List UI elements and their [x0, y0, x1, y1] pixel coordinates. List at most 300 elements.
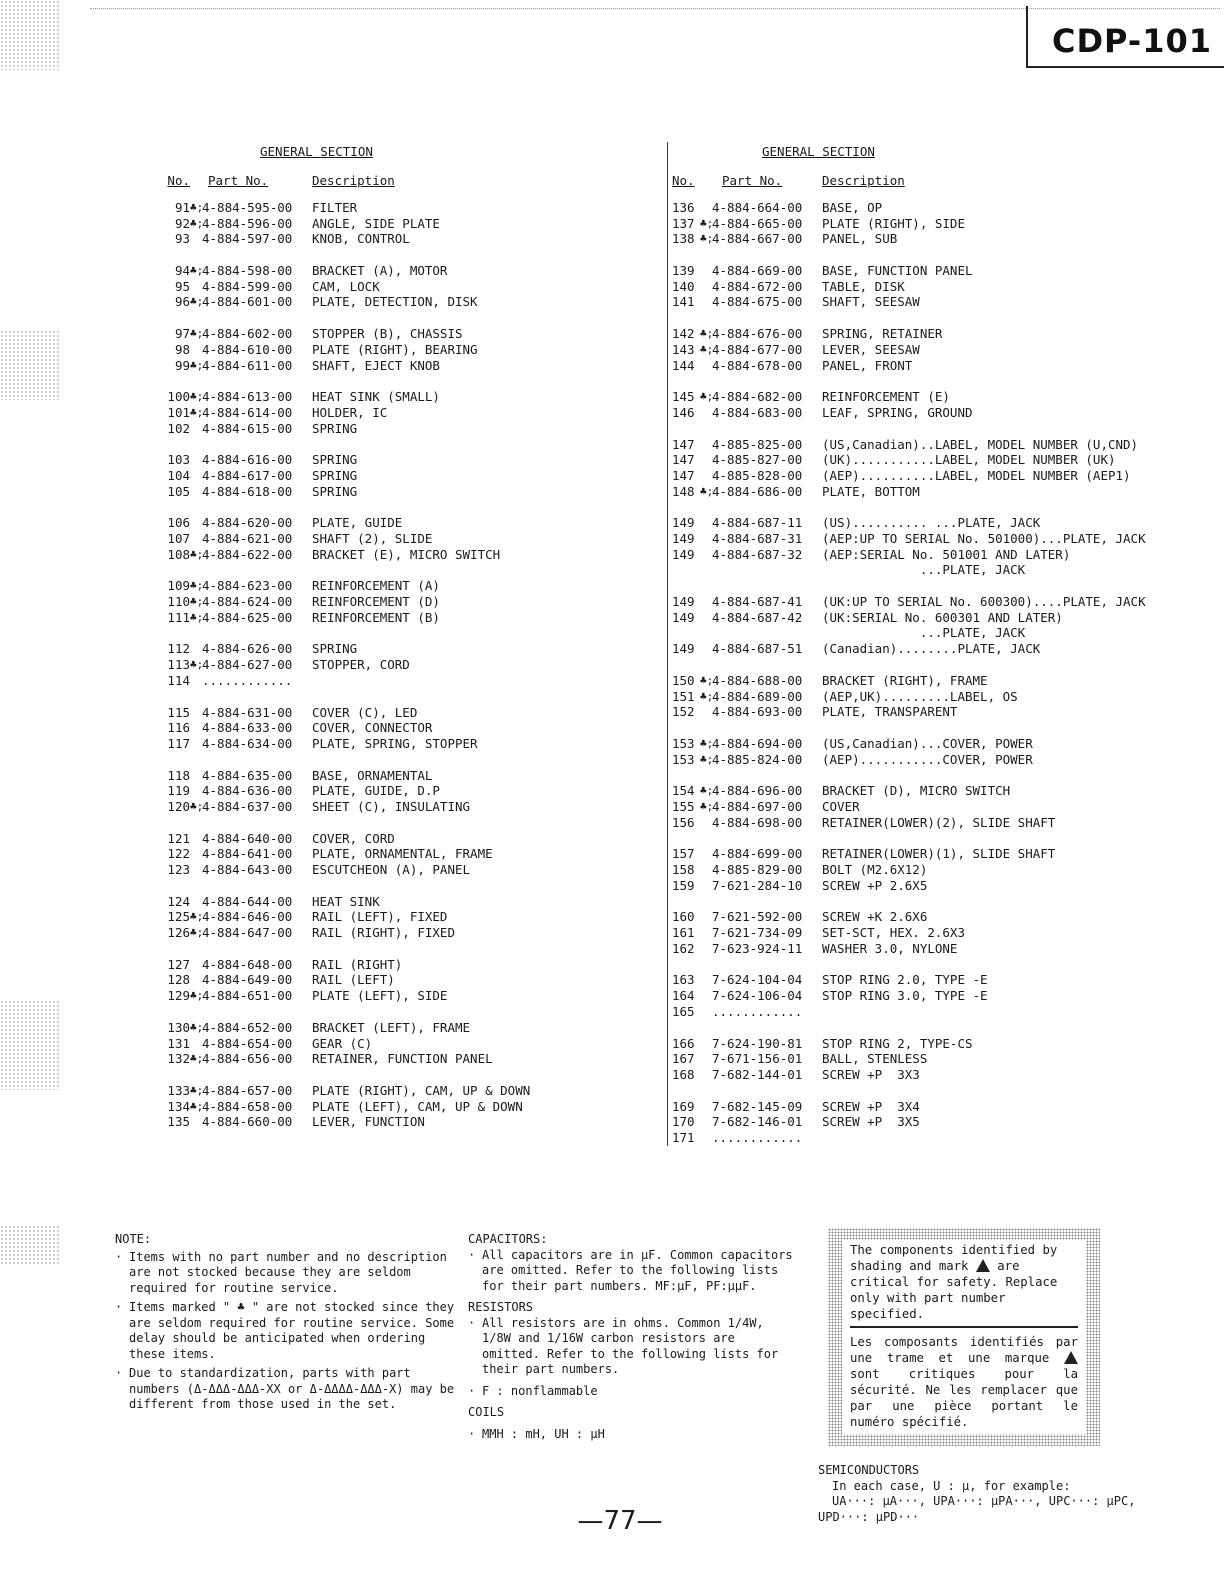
- group-spacer: [670, 373, 1210, 389]
- group-spacer: [670, 1020, 1210, 1036]
- part-number: 4-884-614-00: [202, 404, 293, 420]
- not-stocked-mark: [700, 1051, 712, 1067]
- item-number: 92: [174, 215, 190, 231]
- page-number: —77—: [577, 1506, 663, 1536]
- item-number: 135: [167, 1114, 190, 1130]
- not-stocked-mark: [190, 342, 202, 358]
- part-description: BRACKET (E), MICRO SWITCH: [312, 546, 501, 562]
- model-number: CDP-101: [1051, 22, 1212, 60]
- item-number: 118: [167, 767, 190, 783]
- part-number: 4-884-658-00: [202, 1098, 293, 1114]
- table-row: [670, 1004, 1210, 1020]
- part-description: WASHER 3.0, NYLONE: [822, 940, 958, 956]
- part-description: PLATE, GUIDE, D.P: [312, 783, 440, 799]
- part-number: 4-884-687-42: [712, 609, 803, 625]
- item-number: 121: [167, 830, 190, 846]
- table-row: [150, 231, 610, 247]
- not-stocked-mark: ♣;: [190, 926, 204, 940]
- not-stocked-mark: [190, 831, 202, 847]
- table-row: [670, 673, 1210, 689]
- group-spacer: [670, 720, 1210, 736]
- part-description: PLATE (LEFT), SIDE: [312, 988, 448, 1004]
- table-row: [150, 421, 610, 437]
- part-number: 4-884-596-00: [202, 215, 293, 231]
- part-description: (US,Canadian)..LABEL, MODEL NUMBER (U,CND): [822, 436, 1139, 452]
- part-description: REINFORCEMENT (B): [312, 609, 440, 625]
- part-description: SHAFT, EJECT KNOB: [312, 357, 440, 373]
- table-row: [670, 279, 1210, 295]
- group-spacer: [150, 499, 610, 515]
- part-number: 7-621-284-10: [712, 877, 803, 893]
- table-row: [670, 294, 1210, 310]
- item-number: 120: [167, 798, 190, 814]
- part-description: ANGLE, SIDE PLATE: [312, 215, 440, 231]
- table-row: [150, 720, 610, 736]
- table-row: [150, 279, 610, 295]
- part-number: 4-884-699-00: [712, 846, 803, 862]
- part-number: 4-884-595-00: [202, 200, 293, 215]
- table-row: [670, 988, 1210, 1004]
- scan-artifact: [0, 0, 60, 70]
- part-description: SHEET (C), INSULATING: [312, 798, 471, 814]
- part-description: (AEP,UK).........LABEL, OS: [822, 688, 1018, 704]
- item-number: 163: [672, 972, 695, 988]
- part-number: 4-884-626-00: [202, 641, 293, 657]
- part-number: 4-884-624-00: [202, 594, 293, 610]
- part-number: 4-884-665-00: [712, 215, 803, 231]
- table-row: [150, 594, 610, 610]
- item-number: 153: [672, 751, 695, 767]
- part-description: SHAFT (2), SLIDE: [312, 531, 433, 546]
- part-number: 4-884-683-00: [712, 404, 803, 420]
- not-stocked-mark: [700, 862, 712, 878]
- group-spacer: [670, 956, 1210, 972]
- part-description: PLATE (RIGHT), SIDE: [822, 215, 965, 231]
- part-number: [712, 562, 810, 578]
- not-stocked-mark: [190, 468, 202, 484]
- part-description: REINFORCEMENT (D): [312, 594, 440, 610]
- part-description: [810, 1130, 1210, 1146]
- table-row: [150, 1083, 610, 1099]
- not-stocked-mark: [190, 720, 202, 736]
- item-number: 147: [672, 467, 695, 483]
- part-description: RETAINER(LOWER)(1), SLIDE SHAFT: [822, 846, 1056, 862]
- group-spacer: [670, 499, 1210, 515]
- table-row: [150, 736, 610, 752]
- part-number: 4-884-615-00: [202, 420, 293, 436]
- item-number: 155: [672, 798, 695, 814]
- table-row: [150, 862, 610, 878]
- item-number: 107: [167, 531, 190, 546]
- part-description: GEAR (C): [312, 1035, 373, 1051]
- table-row: [150, 326, 610, 342]
- part-number: 4-884-601-00: [202, 294, 293, 310]
- not-stocked-mark: ♣;: [190, 264, 204, 278]
- table-row: [670, 736, 1210, 752]
- not-stocked-mark: ♣;: [190, 295, 204, 309]
- part-number: 4-884-643-00: [202, 862, 293, 877]
- part-number: 4-884-657-00: [202, 1082, 293, 1098]
- part-description: PLATE, TRANSPARENT: [822, 704, 958, 720]
- part-description: (Canadian)........PLATE, JACK: [822, 641, 1041, 657]
- scan-artifact: [0, 1000, 60, 1090]
- notes-section: [115, 1232, 455, 1417]
- coils-heading: COILS: [468, 1405, 505, 1419]
- part-description: COVER, CONNECTOR: [312, 720, 433, 736]
- part-description: RAIL (LEFT), FIXED: [312, 909, 448, 925]
- not-stocked-mark: [700, 704, 712, 720]
- part-number: 4-884-677-00: [712, 341, 803, 357]
- part-description: PLATE (LEFT), CAM, UP & DOWN: [312, 1098, 523, 1114]
- not-stocked-mark: [700, 1067, 712, 1083]
- part-description: RETAINER(LOWER)(2), SLIDE SHAFT: [822, 814, 1056, 830]
- table-row: [150, 216, 610, 232]
- item-number: 104: [167, 467, 190, 483]
- table-row: [670, 594, 1210, 610]
- part-description: PLATE (RIGHT), CAM, UP & DOWN: [312, 1082, 531, 1098]
- not-stocked-mark: ♣;: [190, 579, 204, 593]
- part-description: ESCUTCHEON (A), PANEL: [312, 862, 471, 877]
- table-row: [150, 783, 610, 799]
- item-number: 137: [672, 215, 695, 231]
- parts-list-left: [150, 142, 610, 1130]
- item-number: [670, 625, 700, 641]
- part-description: PLATE, BOTTOM: [822, 483, 920, 499]
- part-number: 4-884-688-00: [712, 672, 803, 688]
- not-stocked-mark: ♣;: [190, 216, 204, 230]
- not-stocked-mark: ♣;: [700, 484, 714, 498]
- item-number: 109: [167, 578, 190, 594]
- table-row: [670, 562, 1210, 578]
- not-stocked-mark: [700, 515, 712, 531]
- table-row: [670, 200, 1210, 216]
- item-number: 113: [167, 657, 190, 673]
- safety-notice: [828, 1228, 1100, 1446]
- part-number: 7-621-734-09: [712, 925, 803, 941]
- part-description: BOLT (M2.6X12): [822, 862, 928, 877]
- item-number: 143: [672, 341, 695, 357]
- part-description: PANEL, SUB: [822, 231, 898, 247]
- table-row: [670, 484, 1210, 500]
- part-number: 4-884-597-00: [202, 231, 293, 247]
- table-row: [670, 216, 1210, 232]
- header-no: No.: [167, 173, 190, 188]
- table-row: [670, 941, 1210, 957]
- part-number: 4-884-687-31: [712, 531, 803, 546]
- table-row: [670, 1114, 1210, 1130]
- part-description: SPRING: [312, 641, 358, 657]
- part-number: 4-884-669-00: [712, 263, 803, 279]
- part-description: RAIL (LEFT): [312, 972, 395, 988]
- resistors-note: · All resistors are in ohms. Common 1/4W, 1/8W and 1/16W carbon resistors are omitted. Refer to the following lists for their part numbers.: [468, 1316, 798, 1378]
- part-description: COVER: [822, 798, 860, 814]
- not-stocked-mark: ♣;: [190, 358, 204, 372]
- part-number: 7-671-156-01: [712, 1051, 803, 1067]
- not-stocked-mark: ♣;: [190, 1052, 204, 1066]
- item-number: 149: [672, 609, 695, 625]
- group-spacer: [150, 689, 610, 705]
- group-spacer: [150, 247, 610, 263]
- note-text: Items marked " ♣ " are not stocked since they are seldom required for routine service. Some delay should be anticipated when ordering these items.: [129, 1300, 455, 1361]
- table-row: [150, 515, 610, 531]
- not-stocked-mark: [700, 941, 712, 957]
- table-row: [150, 610, 610, 626]
- item-number: 119: [167, 783, 190, 799]
- table-row: [150, 988, 610, 1004]
- table-row: [670, 972, 1210, 988]
- part-number: 4-884-689-00: [712, 688, 803, 704]
- part-description: SPRING: [312, 467, 358, 483]
- item-number: 158: [672, 862, 695, 877]
- part-number: 4-884-634-00: [202, 735, 293, 751]
- table-row: [670, 783, 1210, 799]
- not-stocked-mark: ♣;: [190, 1099, 204, 1113]
- item-number: 142: [672, 326, 695, 342]
- item-number: 149: [672, 515, 695, 531]
- semiconductors-heading: SEMICONDUCTORS: [818, 1463, 920, 1477]
- part-description: COVER (C), LED: [312, 704, 418, 720]
- not-stocked-mark: [190, 894, 202, 910]
- item-number: 128: [167, 972, 190, 988]
- part-number: 4-884-636-00: [202, 783, 293, 799]
- table-row: [150, 1099, 610, 1115]
- part-number: 4-885-825-00: [712, 436, 803, 452]
- not-stocked-mark: [190, 641, 202, 657]
- not-stocked-mark: [700, 452, 712, 468]
- not-stocked-mark: [700, 1099, 712, 1115]
- part-number: 4-884-694-00: [712, 735, 803, 751]
- not-stocked-mark: [700, 405, 712, 421]
- not-stocked-mark: [700, 200, 712, 216]
- part-number: 4-884-633-00: [202, 720, 293, 736]
- table-row: [670, 405, 1210, 421]
- group-spacer: [150, 878, 610, 894]
- group-spacer: [150, 752, 610, 768]
- item-number: 110: [167, 594, 190, 610]
- table-row: [670, 531, 1210, 547]
- item-number: 123: [167, 862, 190, 877]
- part-number: 7-621-592-00: [712, 909, 803, 925]
- item-number: 144: [672, 357, 695, 373]
- group-spacer: [150, 941, 610, 957]
- table-row: [150, 972, 610, 988]
- not-stocked-mark: [190, 957, 202, 973]
- part-description: LEVER, FUNCTION: [312, 1114, 425, 1130]
- part-description: HEAT SINK: [312, 893, 380, 909]
- part-number: 4-884-610-00: [202, 341, 293, 357]
- capacitors-note: · All capacitors are in μF. Common capacitors are omitted. Refer to the following lists for their part numbers. MF:μF, PF:μμF.: [468, 1248, 798, 1295]
- table-row: [150, 405, 610, 421]
- item-number: 116: [167, 720, 190, 736]
- semiconductors-line: In each case, U : μ, for example:: [832, 1478, 1071, 1493]
- item-number: 170: [672, 1114, 695, 1130]
- capacitors-heading: CAPACITORS:: [468, 1232, 548, 1246]
- item-number: 106: [167, 515, 190, 531]
- not-stocked-mark: [190, 531, 202, 547]
- part-description: (US).......... ...PLATE, JACK: [822, 515, 1041, 531]
- part-description: BALL, STENLESS: [822, 1051, 928, 1067]
- part-number: 4-884-664-00: [712, 200, 803, 215]
- part-description: STOPPER, CORD: [312, 657, 410, 673]
- part-description: SPRING: [312, 420, 358, 436]
- item-number: 139: [672, 263, 695, 279]
- not-stocked-mark: [700, 1036, 712, 1052]
- group-spacer: [670, 893, 1210, 909]
- not-stocked-mark: ♣;: [190, 1083, 204, 1097]
- semiconductors-line: UPD···: μPD···: [818, 1509, 920, 1524]
- table-row: [670, 326, 1210, 342]
- item-number: 91: [174, 200, 190, 215]
- part-number: 4-884-697-00: [712, 798, 803, 814]
- not-stocked-mark: [700, 878, 712, 894]
- parts-rows-left: [150, 200, 610, 1130]
- item-number: 167: [672, 1051, 695, 1067]
- part-description: STOP RING 2, TYPE-CS: [822, 1035, 973, 1051]
- note-item: · Items marked " ♣ " are not stocked since they are seldom required for routine service. Some delay should be anticipated when ordering these items.: [115, 1300, 455, 1361]
- part-description: TABLE, DISK: [822, 278, 905, 294]
- part-number: 4-885-828-00: [712, 467, 803, 483]
- coils-text: MMH : mH, UH : μH: [482, 1426, 605, 1441]
- not-stocked-mark: [700, 531, 712, 547]
- part-number: 7-624-106-04: [712, 988, 803, 1004]
- table-row: [150, 452, 610, 468]
- item-number: 94: [174, 263, 190, 279]
- item-number: 159: [672, 877, 695, 893]
- part-number: 4-884-647-00: [202, 925, 293, 941]
- item-number: 105: [167, 483, 190, 499]
- item-number: 122: [167, 846, 190, 862]
- part-number: 4-884-687-32: [712, 546, 803, 562]
- part-description: (AEP)..........LABEL, MODEL NUMBER (AEP1): [822, 467, 1131, 483]
- table-row: [150, 768, 610, 784]
- part-number: 4-885-827-00: [712, 452, 803, 468]
- not-stocked-mark: [700, 1114, 712, 1130]
- table-row: [670, 862, 1210, 878]
- part-description: REINFORCEMENT (E): [822, 389, 950, 405]
- table-row: [150, 389, 610, 405]
- part-number: 4-884-672-00: [712, 278, 803, 294]
- part-number: 4-884-654-00: [202, 1035, 293, 1051]
- group-spacer: [670, 657, 1210, 673]
- group-spacer: [670, 578, 1210, 594]
- not-stocked-mark: ♣;: [190, 327, 204, 341]
- not-stocked-mark: [700, 625, 712, 641]
- part-description: SCREW +P 3X4: [822, 1098, 920, 1114]
- not-stocked-mark: [190, 673, 202, 689]
- item-number: 166: [672, 1035, 695, 1051]
- part-description: KNOB, CONTROL: [312, 231, 410, 247]
- part-number: 4-885-829-00: [712, 862, 803, 877]
- part-number: 4-884-613-00: [202, 389, 293, 405]
- table-row: [150, 342, 610, 358]
- not-stocked-mark: ♣;: [700, 752, 714, 766]
- item-number: 117: [167, 735, 190, 751]
- not-stocked-mark: [190, 231, 202, 247]
- item-number: 126: [167, 925, 190, 941]
- not-stocked-mark: [190, 421, 202, 437]
- item-number: 156: [672, 814, 695, 830]
- table-row: [150, 705, 610, 721]
- not-stocked-mark: [700, 1130, 712, 1146]
- group-spacer: [150, 562, 610, 578]
- part-description: RETAINER, FUNCTION PANEL: [312, 1051, 493, 1067]
- part-number: 4-884-641-00: [202, 846, 293, 862]
- group-spacer: [150, 310, 610, 326]
- safety-fr-part2: sont critiques pour la sécurité. Ne les remplacer que par une pièce portant le numéro spécifié.: [850, 1367, 1078, 1429]
- group-spacer: [150, 625, 610, 641]
- not-stocked-mark: [700, 294, 712, 310]
- item-number: 132: [167, 1051, 190, 1067]
- not-stocked-mark: ♣;: [190, 405, 204, 419]
- item-number: [670, 562, 700, 578]
- table-row: [670, 909, 1210, 925]
- part-description: PLATE, GUIDE: [312, 515, 403, 531]
- table-row: [150, 1114, 610, 1130]
- table-row: [670, 610, 1210, 626]
- section-title: GENERAL SECTION: [762, 144, 875, 159]
- table-row: [150, 578, 610, 594]
- safety-en-part1: The components identified by shading and mark: [850, 1243, 1058, 1273]
- table-row: [670, 389, 1210, 405]
- not-stocked-mark: ♣;: [700, 327, 714, 341]
- part-description: COVER, CORD: [312, 830, 395, 846]
- part-description: SPRING: [312, 452, 358, 468]
- table-row: [150, 263, 610, 279]
- part-description: HEAT SINK (SMALL): [312, 389, 440, 405]
- not-stocked-mark: ♣;: [700, 784, 714, 798]
- note-text: Items with no part number and no description are not stocked because they are seldom required for routine service.: [129, 1249, 447, 1295]
- not-stocked-mark: ♣;: [190, 610, 204, 624]
- item-number: 150: [672, 672, 695, 688]
- table-row: [150, 925, 610, 941]
- item-number: 95: [174, 278, 190, 294]
- table-row: [670, 547, 1210, 563]
- item-number: 141: [672, 294, 695, 310]
- item-number: 148: [672, 483, 695, 499]
- part-number: 4-884-667-00: [712, 231, 803, 247]
- part-number: 4-884-649-00: [202, 972, 293, 988]
- not-stocked-mark: ♣;: [190, 910, 204, 924]
- part-description: SCREW +P 3X3: [822, 1066, 920, 1082]
- part-description: ...PLATE, JACK: [822, 625, 1026, 641]
- not-stocked-mark: [700, 815, 712, 831]
- table-row: [150, 831, 610, 847]
- table-row: [150, 641, 610, 657]
- flame-note: · F : nonflammable: [468, 1383, 598, 1398]
- table-row: [670, 263, 1210, 279]
- not-stocked-mark: ♣;: [190, 547, 204, 561]
- item-number: 136: [672, 200, 695, 215]
- not-stocked-mark: [190, 1036, 202, 1052]
- header-no: No.: [672, 173, 695, 188]
- not-stocked-mark: [190, 705, 202, 721]
- table-row: [670, 452, 1210, 468]
- item-number: 98: [174, 341, 190, 357]
- part-number: 4-884-616-00: [202, 452, 293, 468]
- part-number: 7-623-924-11: [712, 940, 803, 956]
- item-number: 151: [672, 688, 695, 704]
- warning-triangle-icon: [976, 1259, 990, 1272]
- group-spacer: [150, 436, 610, 452]
- part-number: 4-884-617-00: [202, 467, 293, 483]
- resistors-heading: RESISTORS: [468, 1300, 534, 1314]
- table-row: [670, 1051, 1210, 1067]
- table-row: [150, 799, 610, 815]
- table-row: [670, 1130, 1210, 1146]
- table-row: [150, 200, 610, 216]
- not-stocked-mark: [190, 846, 202, 862]
- part-number: 4-884-646-00: [202, 909, 293, 925]
